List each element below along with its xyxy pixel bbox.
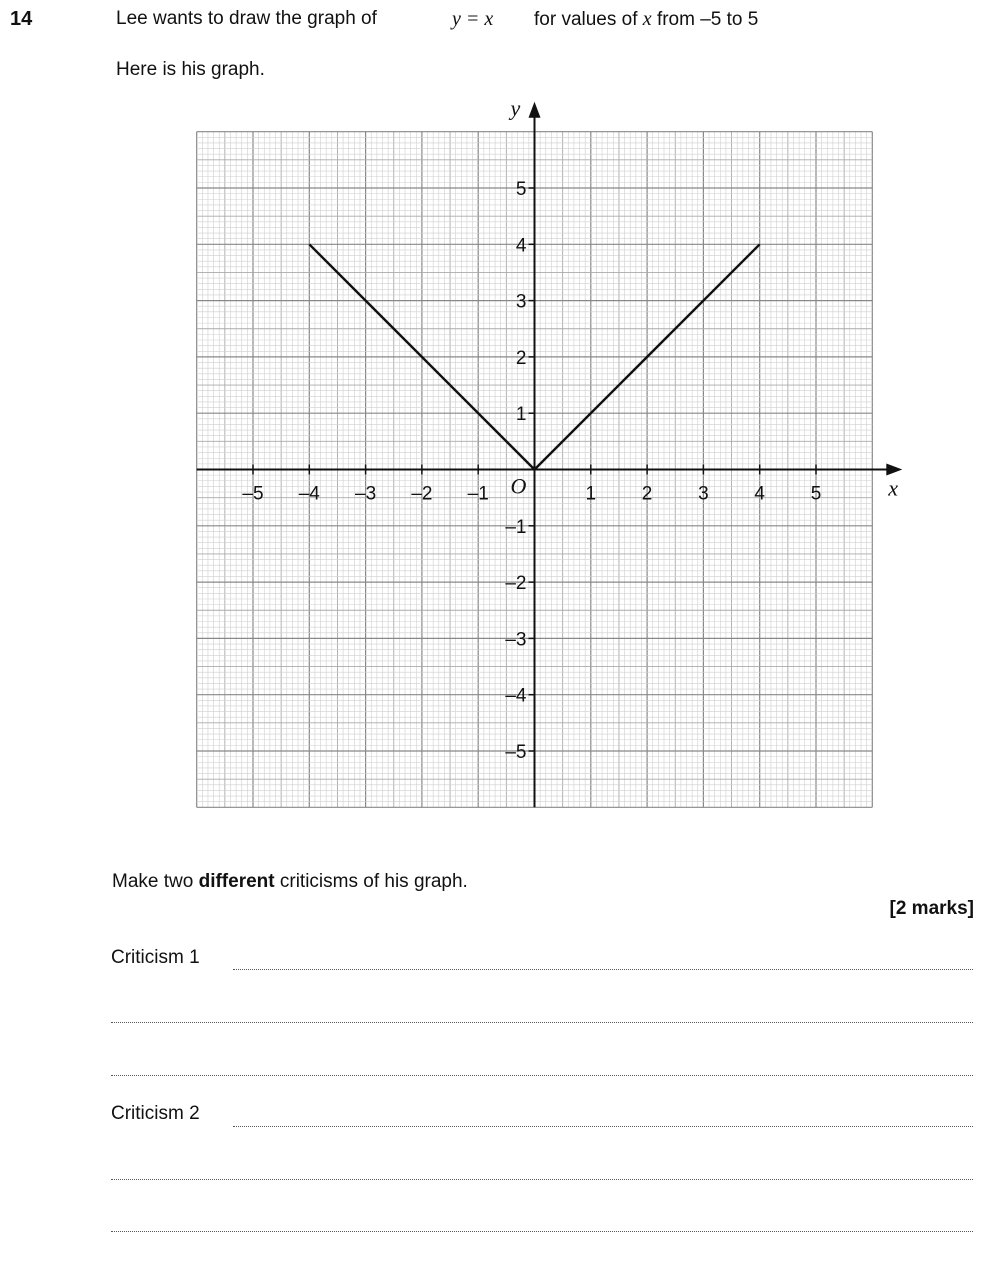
x-tick-label: –4 bbox=[298, 483, 320, 505]
criticism-2-answer-line[interactable] bbox=[233, 1126, 973, 1127]
here-text: Here is his graph. bbox=[116, 59, 265, 80]
y-axis-arrow bbox=[529, 102, 541, 118]
x-axis-label: x bbox=[888, 475, 899, 501]
y-tick-label: 3 bbox=[515, 291, 527, 313]
graph-chart bbox=[170, 90, 930, 820]
x-tick-label: 2 bbox=[641, 483, 653, 505]
x-tick-label: 5 bbox=[810, 483, 822, 505]
y-tick-label: 4 bbox=[515, 235, 527, 257]
prompt bbox=[112, 871, 468, 893]
y-tick-label: –4 bbox=[505, 685, 527, 707]
equation: y = x bbox=[452, 8, 494, 30]
x-axis-arrow bbox=[886, 464, 902, 476]
intro-for-text: for values of bbox=[534, 9, 638, 30]
x-tick-label: 3 bbox=[698, 483, 709, 505]
origin-label: O bbox=[510, 473, 527, 499]
intro-range bbox=[534, 8, 758, 31]
prompt-before: Make two bbox=[112, 871, 194, 892]
criticism-1-answer-line[interactable] bbox=[233, 969, 973, 970]
criticism-1-answer-line[interactable] bbox=[111, 1022, 973, 1023]
criticism-2-answer-line[interactable] bbox=[111, 1231, 973, 1232]
x-tick-label: –1 bbox=[467, 483, 489, 505]
criticism-1-label: Criticism 1 bbox=[111, 947, 200, 968]
marks-label: [2 marks] bbox=[889, 898, 974, 919]
x-tick-label: –3 bbox=[355, 483, 377, 505]
y-tick-label: 2 bbox=[515, 347, 527, 369]
y-axis-label: y bbox=[510, 95, 521, 121]
intro-range-text: from –5 to 5 bbox=[656, 9, 759, 30]
prompt-bold: different bbox=[198, 871, 275, 892]
question-number: 14 bbox=[10, 8, 33, 30]
criticism-1-answer-line[interactable] bbox=[111, 1075, 973, 1076]
x-tick-label: –2 bbox=[411, 483, 433, 505]
y-tick-label: –2 bbox=[505, 573, 527, 595]
intro-text: Lee wants to draw the graph of bbox=[116, 8, 377, 29]
y-tick-label: 5 bbox=[515, 179, 527, 200]
prompt-after: criticisms of his graph. bbox=[279, 871, 468, 892]
y-tick-label: –1 bbox=[505, 516, 527, 538]
y-tick-label: –3 bbox=[505, 629, 527, 651]
criticism-2-label: Criticism 2 bbox=[111, 1103, 200, 1124]
y-tick-label: 1 bbox=[515, 404, 527, 426]
y-tick-label: –5 bbox=[505, 742, 527, 763]
intro-variable: x bbox=[642, 8, 652, 30]
question-intro bbox=[116, 8, 377, 30]
x-tick-label: 4 bbox=[754, 483, 765, 505]
x-tick-label: 1 bbox=[585, 483, 597, 505]
criticism-2-answer-line[interactable] bbox=[111, 1179, 973, 1180]
x-tick-label: –5 bbox=[242, 483, 264, 505]
